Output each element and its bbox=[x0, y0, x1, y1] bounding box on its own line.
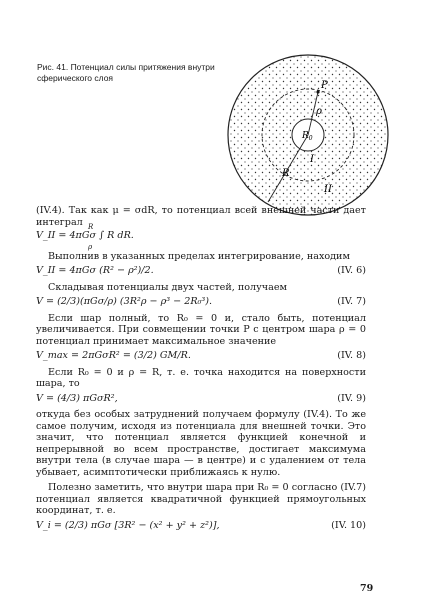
page-number: 79 bbox=[360, 583, 374, 594]
paragraph-7: Полезно заметить, что внутри шара при R₀ = 0 согласно (IV.7) потенциал является квадратичной функцией прямоугольных координат, т. е. bbox=[36, 482, 366, 516]
paragraph-3: Складывая потенциалы двух частей, получаем bbox=[48, 281, 287, 293]
label-region-I: I bbox=[310, 154, 314, 165]
paragraph-2: Выполнив в указанных пределах интегрирование, находим bbox=[48, 250, 350, 262]
paragraph-5: Если R₀ = 0 и ρ = R, т. е. точка находится на поверхности шара, то bbox=[36, 366, 366, 389]
paragraph-1: (IV.4). Так как μ = σdR, то потенциал всей внешней части дает интеграл bbox=[36, 205, 366, 228]
integral-lower-limit: ρ bbox=[88, 243, 93, 251]
equation-integral bbox=[36, 223, 366, 251]
integral-expression: V_II = 4πGσ ∫ R dR. bbox=[36, 230, 134, 241]
equation-iv7: V = (2/3)(πGσ/ρ) (3R²ρ − ρ³ − 2R₀³). (IV. 7) bbox=[36, 296, 366, 307]
label-region-II: II bbox=[324, 184, 332, 195]
equation-iv10: V_i = (2/3) πGσ [3R² − (x² + y² + z²)], (IV. 10) bbox=[36, 519, 366, 531]
figure-caption: Рис. 41. Потенциал силы притяжения внутри сферического слоя bbox=[37, 62, 215, 83]
integral-upper-limit: R bbox=[88, 223, 94, 231]
equation-number-iv8: (IV. 8) bbox=[337, 350, 366, 361]
paragraph-6: откуда без особых затруднений получаем формулу (IV.4). То же самое получим, исходя из потенциала для внешней точки. Это значит, что потенциал является функцией конечной и непрерывной во всем пространстве, достигает максимума внутри тела (в случае шара — в центре) и с удалением от тела убывает, асимптотически приближаясь к нулю. bbox=[36, 409, 366, 478]
page-body bbox=[36, 205, 366, 536]
equation-iv9: V = (4/3) πGσR², (IV. 9) bbox=[36, 392, 366, 404]
paragraph-4: Если шар полный, то R₀ = 0 и, стало быть, потенциал увеличивается. При совмещении точки P с центром шара ρ = 0 потенциал принимает максимальное значение bbox=[36, 312, 366, 347]
label-P: P bbox=[321, 80, 328, 91]
equation-number-iv7: (IV. 7) bbox=[337, 296, 366, 307]
equation-number-iv10: (IV. 10) bbox=[331, 519, 366, 531]
equation-iv8: V_max = 2πGσR² = (3/2) GM/R. (IV. 8) bbox=[36, 350, 366, 361]
equation-number-iv9: (IV. 9) bbox=[337, 392, 366, 404]
spherical-layer-figure bbox=[226, 52, 390, 218]
label-rho: ρ bbox=[316, 106, 322, 117]
point-P bbox=[316, 90, 319, 93]
equation-number-iv6: (IV. 6) bbox=[337, 265, 366, 276]
label-R0: $R_0$ bbox=[302, 131, 313, 142]
equation-iv6: V_II = 4πGσ (R² − ρ²)/2. (IV. 6) bbox=[36, 265, 366, 276]
label-R: R bbox=[282, 168, 290, 179]
